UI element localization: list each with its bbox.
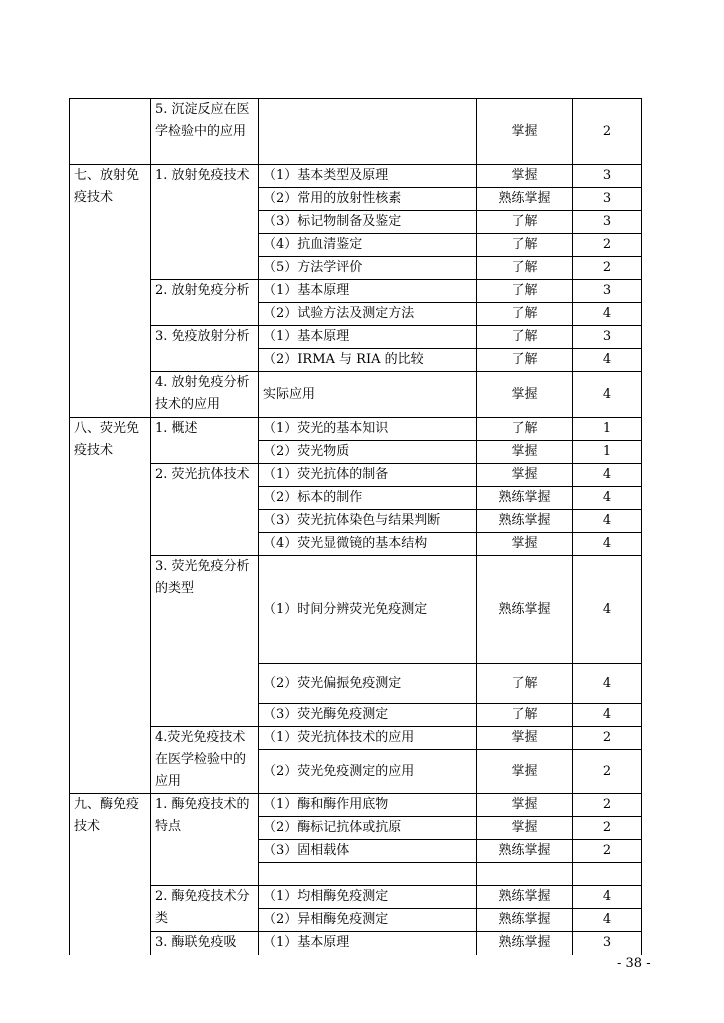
hours-cell: 4 (573, 704, 642, 727)
element-cell: （3）标记物制备及鉴定 (259, 211, 477, 234)
element-cell: 实际应用 (259, 372, 477, 418)
level-cell: 掌握 (477, 727, 573, 750)
hours-cell: 4 (573, 510, 642, 533)
element-cell (259, 863, 477, 886)
hours-cell: 3 (573, 326, 642, 349)
element-cell: （1）基本原理 (259, 280, 477, 303)
level-cell: 了解 (477, 303, 573, 326)
level-cell: 了解 (477, 704, 573, 727)
topic-cell: 4.荧光免疫技术在医学检验中的应用 (151, 727, 259, 794)
topic-cell: 2. 酶免疫技术分类 (151, 886, 259, 932)
hours-cell: 2 (573, 257, 642, 280)
element-cell: （3）荧光酶免疫测定 (259, 704, 477, 727)
hours-cell: 3 (573, 932, 642, 955)
hours-cell: 1 (573, 441, 642, 464)
element-cell: （2）荧光免疫测定的应用 (259, 750, 477, 794)
syllabus-table (69, 98, 642, 955)
element-cell: （1）基本原理 (259, 932, 477, 955)
element-cell (259, 99, 477, 165)
topic-cell: 2. 荧光抗体技术 (151, 464, 259, 556)
element-cell: （1）均相酶免疫测定 (259, 886, 477, 909)
table-row (70, 418, 642, 441)
hours-cell (573, 863, 642, 886)
table-row (70, 932, 642, 955)
table-row (70, 326, 642, 349)
topic-cell: 1. 放射免疫技术 (151, 165, 259, 280)
hours-cell: 2 (573, 750, 642, 794)
hours-cell: 3 (573, 280, 642, 303)
level-cell: 熟练掌握 (477, 886, 573, 909)
hours-cell: 4 (573, 303, 642, 326)
level-cell: 熟练掌握 (477, 932, 573, 955)
topic-cell: 1. 酶免疫技术的特点 (151, 794, 259, 886)
hours-cell: 1 (573, 418, 642, 441)
level-cell: 了解 (477, 280, 573, 303)
hours-cell: 4 (573, 533, 642, 556)
level-cell (477, 863, 573, 886)
element-cell: （2）异相酶免疫测定 (259, 909, 477, 932)
topic-cell: 4. 放射免疫分析技术的应用 (151, 372, 259, 418)
topic-cell: 2. 放射免疫分析 (151, 280, 259, 326)
table-row (70, 886, 642, 909)
table-row (70, 464, 642, 487)
level-cell: 熟练掌握 (477, 556, 573, 664)
hours-cell: 4 (573, 556, 642, 664)
element-cell: （2）荧光偏振免疫测定 (259, 664, 477, 704)
table-row (70, 372, 642, 418)
level-cell: 熟练掌握 (477, 188, 573, 211)
element-cell: （1）荧光的基本知识 (259, 418, 477, 441)
element-cell: （3）固相载体 (259, 840, 477, 863)
element-cell: （2）常用的放射性核素 (259, 188, 477, 211)
topic-cell: 5. 沉淀反应在医学检验中的应用 (151, 99, 259, 165)
hours-cell: 4 (573, 886, 642, 909)
unit-cell: 八、荧光免疫技术 (70, 418, 151, 794)
unit-cell: 七、放射免疫技术 (70, 165, 151, 418)
level-cell: 掌握 (477, 165, 573, 188)
topic-cell: 3. 荧光免疫分析的类型 (151, 556, 259, 727)
hours-cell: 4 (573, 909, 642, 932)
hours-cell: 4 (573, 664, 642, 704)
level-cell: 掌握 (477, 464, 573, 487)
topic-cell: 3. 免疫放射分析 (151, 326, 259, 372)
level-cell: 了解 (477, 664, 573, 704)
element-cell: （2）标本的制作 (259, 487, 477, 510)
topic-cell: 1. 概述 (151, 418, 259, 464)
hours-cell: 2 (573, 794, 642, 817)
level-cell: 掌握 (477, 750, 573, 794)
element-cell: （1）荧光抗体技术的应用 (259, 727, 477, 750)
element-cell: （5）方法学评价 (259, 257, 477, 280)
element-cell: （2）酶标记抗体或抗原 (259, 817, 477, 840)
element-cell: （4）抗血清鉴定 (259, 234, 477, 257)
unit-cell (70, 99, 151, 165)
level-cell: 熟练掌握 (477, 840, 573, 863)
element-cell: （2）荧光物质 (259, 441, 477, 464)
hours-cell: 2 (573, 234, 642, 257)
level-cell: 了解 (477, 234, 573, 257)
table-row (70, 556, 642, 664)
hours-cell: 2 (573, 840, 642, 863)
element-cell: （1）基本类型及原理 (259, 165, 477, 188)
hours-cell: 2 (573, 99, 642, 165)
element-cell: （3）荧光抗体染色与结果判断 (259, 510, 477, 533)
table-row (70, 280, 642, 303)
hours-cell: 2 (573, 817, 642, 840)
level-cell: 掌握 (477, 372, 573, 418)
level-cell: 了解 (477, 326, 573, 349)
element-cell: （2）IRMA 与 RIA 的比较 (259, 349, 477, 372)
hours-cell: 4 (573, 372, 642, 418)
table-row (70, 99, 642, 165)
element-cell: （1）基本原理 (259, 326, 477, 349)
level-cell: 熟练掌握 (477, 487, 573, 510)
element-cell: （1）酶和酶作用底物 (259, 794, 477, 817)
element-cell: （1）时间分辨荧光免疫测定 (259, 556, 477, 664)
table-row (70, 165, 642, 188)
level-cell: 了解 (477, 418, 573, 441)
hours-cell: 3 (573, 188, 642, 211)
topic-cell: 3. 酶联免疫吸 (151, 932, 259, 955)
hours-cell: 4 (573, 487, 642, 510)
level-cell: 掌握 (477, 533, 573, 556)
hours-cell: 4 (573, 464, 642, 487)
element-cell: （1）荧光抗体的制备 (259, 464, 477, 487)
level-cell: 了解 (477, 257, 573, 280)
level-cell: 掌握 (477, 99, 573, 165)
level-cell: 了解 (477, 349, 573, 372)
level-cell: 了解 (477, 211, 573, 234)
level-cell: 熟练掌握 (477, 909, 573, 932)
hours-cell: 3 (573, 165, 642, 188)
element-cell: （4）荧光显微镜的基本结构 (259, 533, 477, 556)
table-row (70, 727, 642, 750)
level-cell: 熟练掌握 (477, 510, 573, 533)
level-cell: 掌握 (477, 441, 573, 464)
table-row (70, 794, 642, 817)
hours-cell: 4 (573, 349, 642, 372)
unit-cell: 九、酶免疫技术 (70, 794, 151, 955)
hours-cell: 2 (573, 727, 642, 750)
hours-cell: 3 (573, 211, 642, 234)
level-cell: 掌握 (477, 794, 573, 817)
element-cell: （2）试验方法及测定方法 (259, 303, 477, 326)
page-number: - 38 - (617, 956, 651, 971)
level-cell: 掌握 (477, 817, 573, 840)
